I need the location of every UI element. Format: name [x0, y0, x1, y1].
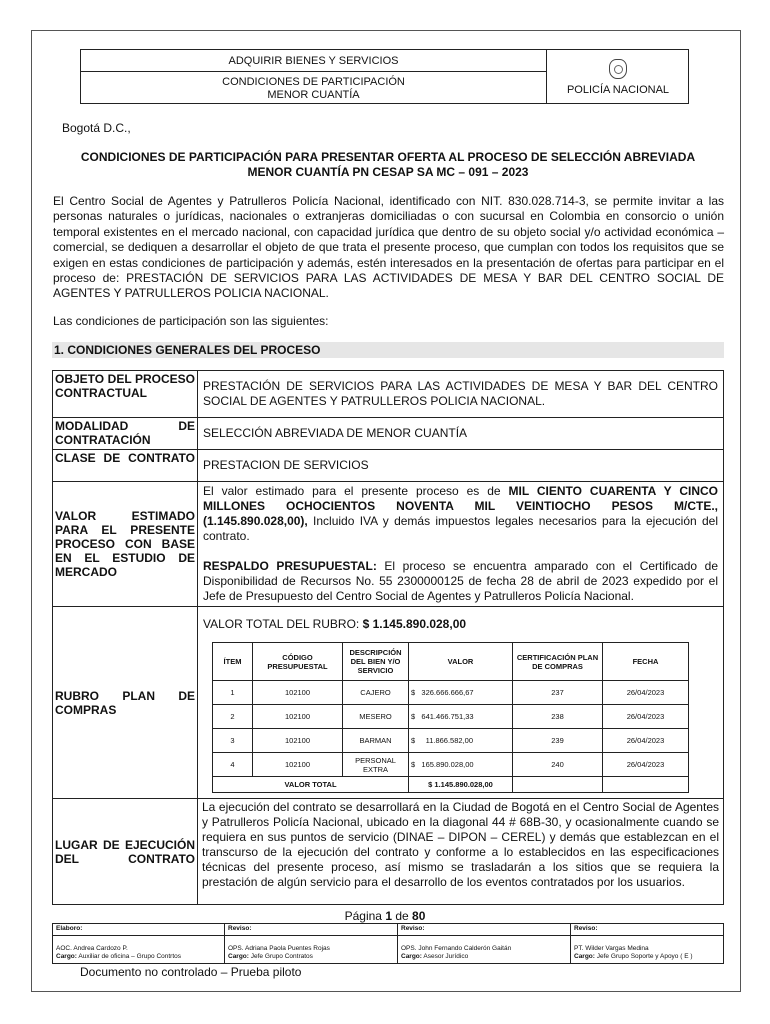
rubro-value: [198, 607, 724, 799]
col-descripcion: DESCRIPCIÓN DEL BIEN Y/O SERVICIO: [343, 643, 409, 681]
signer-cell: [398, 936, 571, 964]
cargo-text: Jefe Grupo Soporte y Apoyo ( E ): [594, 953, 693, 960]
conditions-table: [52, 370, 724, 905]
cell-descripcion: MESERO: [343, 705, 409, 729]
elaboro-head: Elaboro:: [53, 924, 225, 936]
valor-text: El valor estimado para el presente proceso es de: [203, 484, 509, 498]
cell-fecha: 26/04/2023: [603, 729, 689, 753]
signer-name: OPS. Adriana Paola Puentes Rojas: [228, 945, 330, 952]
document-title: [52, 150, 724, 180]
cell-codigo: 102100: [253, 681, 343, 705]
document-header: [80, 49, 689, 104]
page-total: 80: [412, 909, 426, 923]
col-certificacion: CERTIFICACIÓN PLAN DE COMPRAS: [513, 643, 603, 681]
reviso-head: Reviso:: [225, 924, 398, 936]
respaldo-text: El proceso se encuentra amparado con el Certificado de Disponibilidad de Recursos No. 55 2300000125 de fecha 28 de abril de 2023 expedido por el Jefe de Presupuesto del Centro Social de Agentes y Patrulleros Policía Nacional.: [203, 559, 718, 603]
table-row: [53, 607, 724, 799]
signer-cell: [53, 936, 225, 964]
col-codigo: CÓDIGO PRESUPUESTAL: [253, 643, 343, 681]
cell-valor: $ 11.866.582,00: [409, 729, 513, 753]
table-row: [53, 371, 724, 418]
cell-certificacion: 239: [513, 729, 603, 753]
cell-certificacion: 240: [513, 753, 603, 777]
respaldo-paragraph: [203, 559, 718, 604]
signer-name: AOC. Andrea Cardozo P.: [56, 945, 128, 952]
valor-amount: MIL CIENTO CUARENTA Y CINCO MILLONES OCHOCIENTOS NOVENTA MIL VEINTIOCHO PESOS M/CTE., (1.145.890.028,00),: [203, 484, 718, 528]
signature-body-row: [53, 936, 724, 964]
signer-name: PT. Wilder Vargas Medina: [574, 945, 649, 952]
cargo-label: Cargo:: [228, 953, 249, 960]
valor-value: [198, 482, 724, 607]
signature-header-row: [53, 924, 724, 936]
org-block: [548, 50, 688, 103]
section-heading: 1. CONDICIONES GENERALES DEL PROCESO: [52, 342, 724, 358]
reviso-head: Reviso:: [571, 924, 724, 936]
signer-cell: [225, 936, 398, 964]
doc-type-label: [81, 72, 546, 102]
cell-valor: $ 641.466.751,33: [409, 705, 513, 729]
cell-item: 3: [213, 729, 253, 753]
lugar-label: LUGAR DE EJECUCIÓN DEL CONTRATO: [53, 799, 198, 905]
page-number: [0, 909, 770, 923]
cell-item: 1: [213, 681, 253, 705]
table-row: [53, 482, 724, 607]
table-row: [213, 705, 689, 729]
total-label: VALOR TOTAL: [213, 777, 409, 793]
signer-cargo: [574, 953, 720, 961]
cell-fecha: 26/04/2023: [603, 681, 689, 705]
cell-descripcion: PERSONAL EXTRA: [343, 753, 409, 777]
total-row: [213, 777, 689, 793]
table-row: [213, 753, 689, 777]
cell-item: 2: [213, 705, 253, 729]
control-note: Documento no controlado – Prueba piloto: [80, 965, 302, 979]
table-row: [53, 450, 724, 482]
cargo-text: Asesor Jurídico: [421, 953, 469, 960]
modalidad-value: SELECCIÓN ABREVIADA DE MENOR CUANTÍA: [198, 418, 724, 450]
signer-cell: [571, 936, 724, 964]
rubro-label: RUBRO PLAN DE COMPRAS: [53, 607, 198, 799]
cargo-text: Auxiliar de oficina – Grupo Contrtos: [76, 953, 182, 960]
cell-valor: $ 326.666.666,67: [409, 681, 513, 705]
rubro-total-label: VALOR TOTAL DEL RUBRO:: [203, 617, 363, 631]
cell-certificacion: 237: [513, 681, 603, 705]
cell-codigo: 102100: [253, 705, 343, 729]
signature-table: [52, 923, 724, 964]
col-fecha: FECHA: [603, 643, 689, 681]
process-label: ADQUIRIR BIENES Y SERVICIOS: [81, 50, 546, 72]
valor-label: VALOR ESTIMADO PARA EL PRESENTE PROCESO CON BASE EN EL ESTUDIO DE MERCADO: [53, 482, 198, 607]
intro-subline: Las condiciones de participación son las siguientes:: [53, 314, 329, 328]
doc-type-line1: CONDICIONES DE PARTICIPACIÓN: [222, 76, 405, 88]
cargo-label: Cargo:: [401, 953, 422, 960]
cell-codigo: 102100: [253, 729, 343, 753]
reviso-head: Reviso:: [398, 924, 571, 936]
objeto-value: PRESTACIÓN DE SERVICIOS PARA LAS ACTIVIDADES DE MESA Y BAR DEL CENTRO SOCIAL DE AGENTES Y PATRULLEROS POLICIA NACIONAL.: [198, 371, 724, 418]
table-row: [53, 799, 724, 905]
col-item: ÍTEM: [213, 643, 253, 681]
cargo-text: Jefe Grupo Contratos: [248, 953, 313, 960]
cell-fecha: 26/04/2023: [603, 705, 689, 729]
page-middle: de: [392, 909, 413, 923]
modalidad-label: MODALIDAD DE CONTRATACIÓN: [53, 418, 198, 450]
cell-item: 4: [213, 753, 253, 777]
lugar-value: La ejecución del contrato se desarrollará en la Ciudad de Bogotá en el Centro Social de Agentes y Patrulleros Policía Nacional, ubicado en la diagonal 44 # 68B-30, y ocasionalmente cuando se requiera en sus puntos de servicio (DINAE – DIPON – CEREL) y demás que establezcan en el transcurso de la ejecución del contrato y conforme a lo establecidos en las especificaciones técnicas del presente proceso, así mismo se trasladarán a los sitios que se requiera la prestación de algún servicio para el desarrollo de los eventos contratados por los usuarios.: [198, 799, 724, 905]
city-line: Bogotá D.C.,: [62, 121, 131, 135]
cell-codigo: 102100: [253, 753, 343, 777]
rubro-table: [212, 642, 689, 793]
intro-paragraph: El Centro Social de Agentes y Patrulleros Policía Nacional, identificado con NIT. 830.028.714-3, se permite invitar a las personas naturales o jurídicas, nacionales o extranjeras domiciliadas o con sucursal en Colombia en consorcio o unión temporal existentes en el mercado nacional, con capacidad jurídica que dentro de su objeto social y/o actividad económica – comercial, se dediquen a desarrollar el objeto de que trata el presente proceso, que cumplan con todos los requisitos que se exigen en estas condiciones de participación y además, estén interesados en la presentación de ofertas para participar en el proceso de: PRESTACIÓN DE SERVICIOS PARA LAS ACTIVIDADES DE MESA Y BAR DEL CENTRO SOCIAL DE AGENTES Y PATRULLEROS POLICIA NACIONAL.: [53, 194, 724, 301]
title-line1: CONDICIONES DE PARTICIPACIÓN PARA PRESENTAR OFERTA AL PROCESO DE SELECCIÓN ABREVIADA: [80, 150, 696, 164]
cargo-label: Cargo:: [56, 953, 77, 960]
page-prefix: Página: [344, 909, 386, 923]
signer-name: OPS. John Fernando Calderón Gaitán: [401, 945, 512, 952]
cargo-label: Cargo:: [574, 953, 595, 960]
respaldo-label: RESPALDO PRESUPUESTAL:: [203, 559, 377, 573]
title-line2: MENOR CUANTÍA PN CESAP SA MC – 091 – 2023: [247, 165, 529, 179]
cell-descripcion: CAJERO: [343, 681, 409, 705]
rubro-total-value: $ 1.145.890.028,00: [362, 617, 467, 631]
signer-cargo: [56, 953, 221, 961]
total-empty-cell: [603, 777, 689, 793]
col-valor: VALOR: [409, 643, 513, 681]
police-seal-icon: [609, 59, 627, 79]
valor-text-tail: Incluido IVA y demás impuestos legales necesarios para la ejecución del contrato.: [203, 514, 718, 543]
doc-type-line2: MENOR CUANTÍA: [267, 89, 360, 101]
rubro-header-row: [213, 643, 689, 681]
cell-valor: $ 165.890.028,00: [409, 753, 513, 777]
total-empty-cell: [513, 777, 603, 793]
clase-label: CLASE DE CONTRATO: [53, 450, 198, 482]
org-name: POLICÍA NACIONAL: [566, 84, 670, 96]
valor-paragraph: [203, 484, 718, 544]
total-value: $ 1.145.890.028,00: [409, 777, 513, 793]
clase-value: PRESTACION DE SERVICIOS: [198, 450, 724, 482]
table-row: [213, 729, 689, 753]
signer-cargo: [228, 953, 394, 961]
cell-certificacion: 238: [513, 705, 603, 729]
table-row: [53, 418, 724, 450]
rubro-total: [203, 617, 718, 632]
cell-descripcion: BARMAN: [343, 729, 409, 753]
cell-fecha: 26/04/2023: [603, 753, 689, 777]
page-current: 1: [385, 909, 392, 923]
signer-cargo: [401, 953, 567, 961]
header-labels: [81, 50, 547, 103]
table-row: [213, 681, 689, 705]
objeto-label: OBJETO DEL PROCESO CONTRACTUAL: [53, 371, 198, 418]
